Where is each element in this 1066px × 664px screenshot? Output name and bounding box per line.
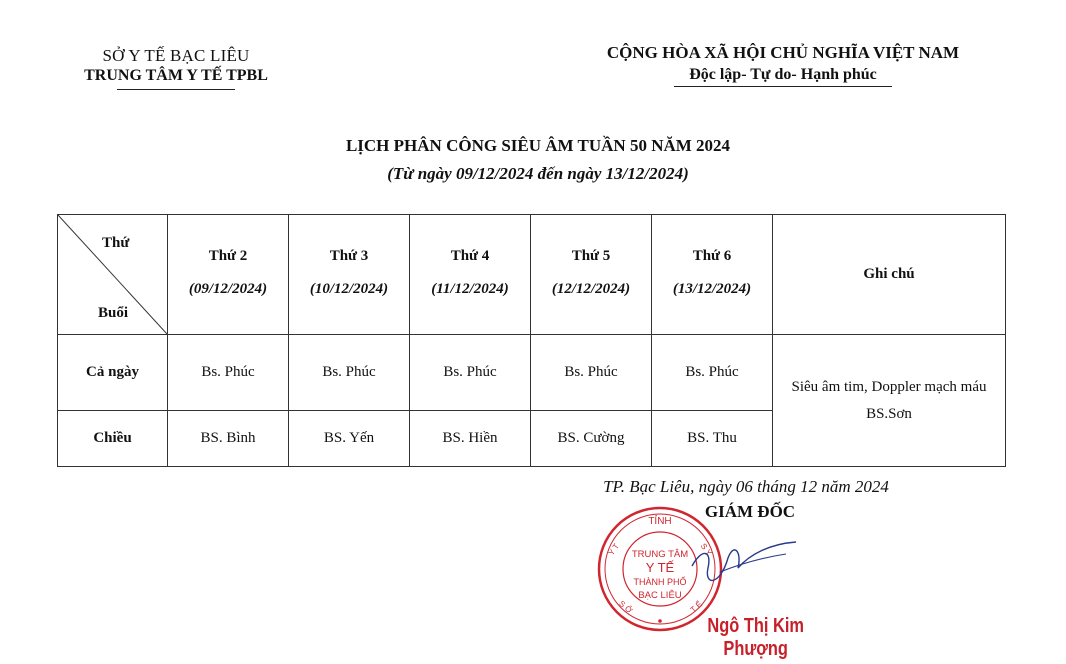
row-label: Chiều xyxy=(58,411,168,467)
day-name: Thứ 5 xyxy=(571,247,611,264)
svg-text:T Ế: T Ế xyxy=(688,599,705,615)
nation-header xyxy=(560,43,1006,87)
day-header xyxy=(289,215,410,335)
svg-text:S Ở: S Ở xyxy=(617,599,635,616)
header-right-rule xyxy=(674,86,892,87)
svg-text:TRUNG TÂM: TRUNG TÂM xyxy=(631,549,689,560)
day-header xyxy=(652,215,773,335)
table-cell: Bs. Phúc xyxy=(410,335,531,411)
center-name: TRUNG TÂM Y TẾ TPBL xyxy=(84,67,268,84)
notes-line-2: BS.Sơn xyxy=(866,405,912,422)
day-name: Thứ 3 xyxy=(329,247,369,264)
day-name: Thứ 2 xyxy=(208,247,248,264)
svg-text:Y T: Y T xyxy=(606,542,622,558)
handwritten-signature xyxy=(690,528,800,588)
nation-name: CỘNG HÒA XÃ HỘI CHỦ NGHĨA VIỆT NAM xyxy=(606,43,960,62)
signer-name: Ngô Thị Kim Phượng xyxy=(707,615,804,660)
schedule-table xyxy=(57,214,1006,467)
motto: Độc lập- Tự do- Hạnh phúc xyxy=(689,66,877,83)
document-subtitle: (Từ ngày 09/12/2024 đến ngày 13/12/2024) xyxy=(387,164,689,183)
svg-text:TỈNH: TỈNH xyxy=(648,516,672,527)
svg-text:THÀNH PHỐ: THÀNH PHỐ xyxy=(633,577,687,587)
place-date: TP. Bạc Liêu, ngày 06 tháng 12 năm 2024 xyxy=(603,477,889,496)
notes-cell xyxy=(773,335,1006,467)
table-cell: Bs. Phúc xyxy=(652,335,773,411)
day-date: (12/12/2024) xyxy=(551,280,631,297)
table-cell: BS. Cường xyxy=(531,411,652,467)
corner-cell xyxy=(58,215,168,335)
day-date: (10/12/2024) xyxy=(309,280,389,297)
director-title: GIÁM ĐỐC xyxy=(704,502,796,521)
agency-name: SỞ Y TẾ BẠC LIÊU xyxy=(102,46,250,65)
svg-text:S Y: S Y xyxy=(698,541,714,558)
corner-top-label: Thứ xyxy=(102,235,130,251)
day-header xyxy=(168,215,289,335)
table-cell: Bs. Phúc xyxy=(168,335,289,411)
day-name: Thứ 6 xyxy=(692,247,732,264)
day-name: Thứ 4 xyxy=(450,247,490,264)
row-label: Cả ngày xyxy=(58,335,168,411)
day-date: (09/12/2024) xyxy=(188,280,268,297)
day-date: (11/12/2024) xyxy=(431,280,509,297)
header-left-rule xyxy=(117,89,235,90)
notes-line-1: Siêu âm tim, Doppler mạch máu xyxy=(791,378,987,395)
table-cell: Bs. Phúc xyxy=(531,335,652,411)
day-header xyxy=(410,215,531,335)
agency-header xyxy=(60,46,292,90)
notes-header: Ghi chú xyxy=(773,215,1006,335)
table-cell: BS. Bình xyxy=(168,411,289,467)
day-date: (13/12/2024) xyxy=(672,280,752,297)
table-cell: BS. Yến xyxy=(289,411,410,467)
table-row xyxy=(58,335,1006,411)
corner-bottom-label: Buổi xyxy=(98,305,129,321)
table-cell: Bs. Phúc xyxy=(289,335,410,411)
day-header xyxy=(531,215,652,335)
document-title: LỊCH PHÂN CÔNG SIÊU ÂM TUẦN 50 NĂM 2024 xyxy=(345,136,731,155)
table-cell: BS. Thu xyxy=(652,411,773,467)
table-header-row xyxy=(58,215,1006,335)
table-cell: BS. Hiền xyxy=(410,411,531,467)
svg-text:Y TẾ: Y TẾ xyxy=(645,560,675,575)
svg-text:BẠC LIÊU: BẠC LIÊU xyxy=(638,590,682,601)
